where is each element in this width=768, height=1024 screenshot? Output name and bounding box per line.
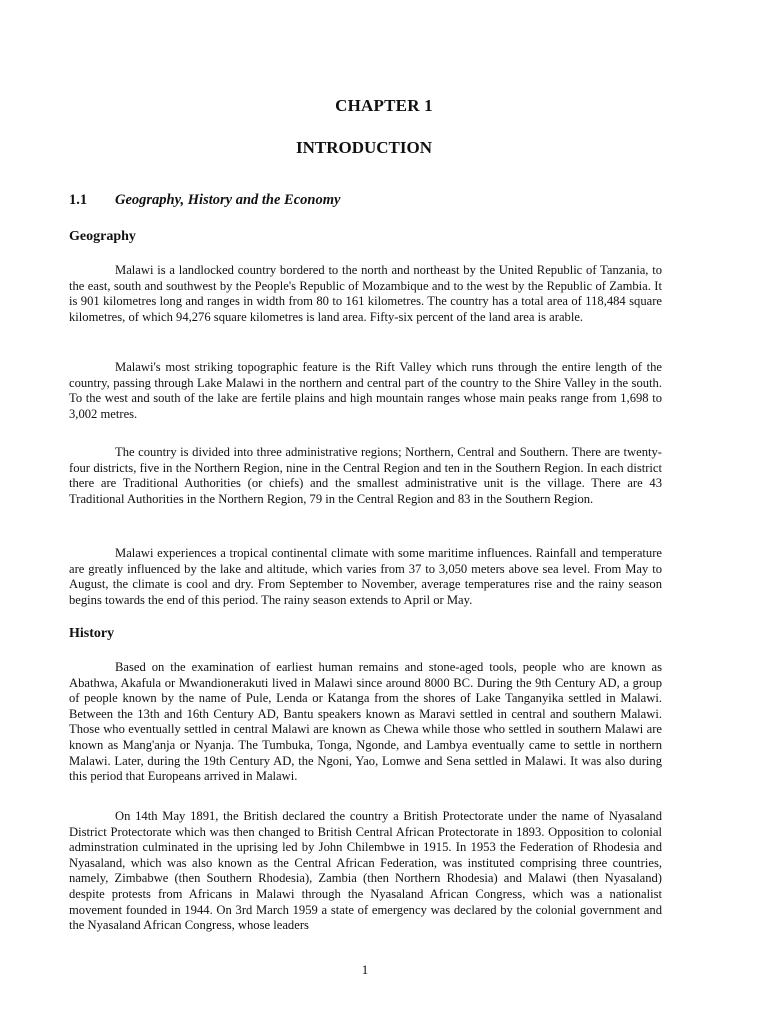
- geography-heading: Geography: [69, 229, 136, 244]
- history-paragraph-2: On 14th May 1891, the British declared the country a British Protectorate under the name of Nyasaland District Protectorate which was then changed to British Central African Protectorate in 1893. Opposition to colonial adminstration culminated in the uprising led by John Chilembwe in 1915. In 1953 the Federation of Rhodesia and Nyasaland, which was also known as the Central African Federation, was instituted comprising three countries, namely, Zimbabwe (then Southern Rhodesia), Zambia (then Northern Rhodesia) and Malawi (then Nyasaland) despite protests from Africans in Malawi through the Nyasaland African Congress, which was a nationalist movement founded in 1944. On 3rd March 1959 a state of emergency was declared by the colonial government and the Nyasaland African Congress, whose leaders: [69, 809, 662, 933]
- geography-paragraph-2: Malawi's most striking topographic feature is the Rift Valley which runs through the entire length of the country, passing through Lake Malawi in the northern and central part of the country to the Shire Valley in the south. To the west and south of the lake are fertile plains and high mountain ranges whose main peaks range from 1,698 to 3,002 metres.: [69, 360, 662, 421]
- section-title: Geography, History and the Economy: [115, 192, 341, 208]
- page-number: 1: [361, 962, 369, 977]
- chapter-title: INTRODUCTION: [295, 138, 433, 157]
- section-number: 1.1: [69, 192, 88, 208]
- geography-paragraph-3: The country is divided into three administrative regions; Northern, Central and Southern. There are twenty-four districts, five in the Northern Region, nine in the Central Region and ten in the Southern Region. In each district there are Traditional Authorities (or chiefs) and the smallest administrative unit is the village. There are 43 Traditional Authorities in the Northern Region, 79 in the Central Region and 83 in the Southern Region.: [69, 445, 662, 506]
- history-heading: History: [69, 626, 115, 641]
- chapter-label: CHAPTER 1: [335, 96, 433, 115]
- geography-paragraph-4: Malawi experiences a tropical continental climate with some maritime influences. Rainfall and temperature are greatly influenced by the lake and altitude, which varies from 37 to 3,050 meters above sea level. From May to August, the climate is cool and dry. From September to November, average temperatures rise and the rainy season begins towards the end of this period. The rainy season extends to April or May.: [69, 546, 662, 607]
- geography-paragraph-1: Malawi is a landlocked country bordered to the north and northeast by the United Republic of Tanzania, to the east, south and southwest by the People's Republic of Mozambique and to the west by the Republic of Zambia. It is 901 kilometres long and ranges in width from 80 to 161 kilometres. The country has a total area of 118,484 square kilometres, of which 94,276 square kilometres is land area. Fifty-six percent of the land area is arable.: [69, 263, 662, 324]
- history-paragraph-1: Based on the examination of earliest human remains and stone-aged tools, people who are known as Abathwa, Akafula or Mwandionerakuti lived in Malawi since around 8000 BC. During the 9th Century AD, a group of people known by the name of Pule, Lenda or Katanga from the shores of Lake Tanganyika settled in Malawi. Between the 13th and 16th Century AD, Bantu speakers known as Maravi settled in central and southern Malawi. Those who eventually settled in central Malawi are known as Chewa while those who settled in southern Malawi are known as Mang'anja or Nyanja. The Tumbuka, Tonga, Ngonde, and Lambya eventually came to settle in northern Malawi. Later, during the 19th Century AD, the Ngoni, Yao, Lomwe and Sena settled in Malawi. It was also during this period that Europeans arrived in Malawi.: [69, 660, 662, 784]
- section-heading: [69, 192, 340, 209]
